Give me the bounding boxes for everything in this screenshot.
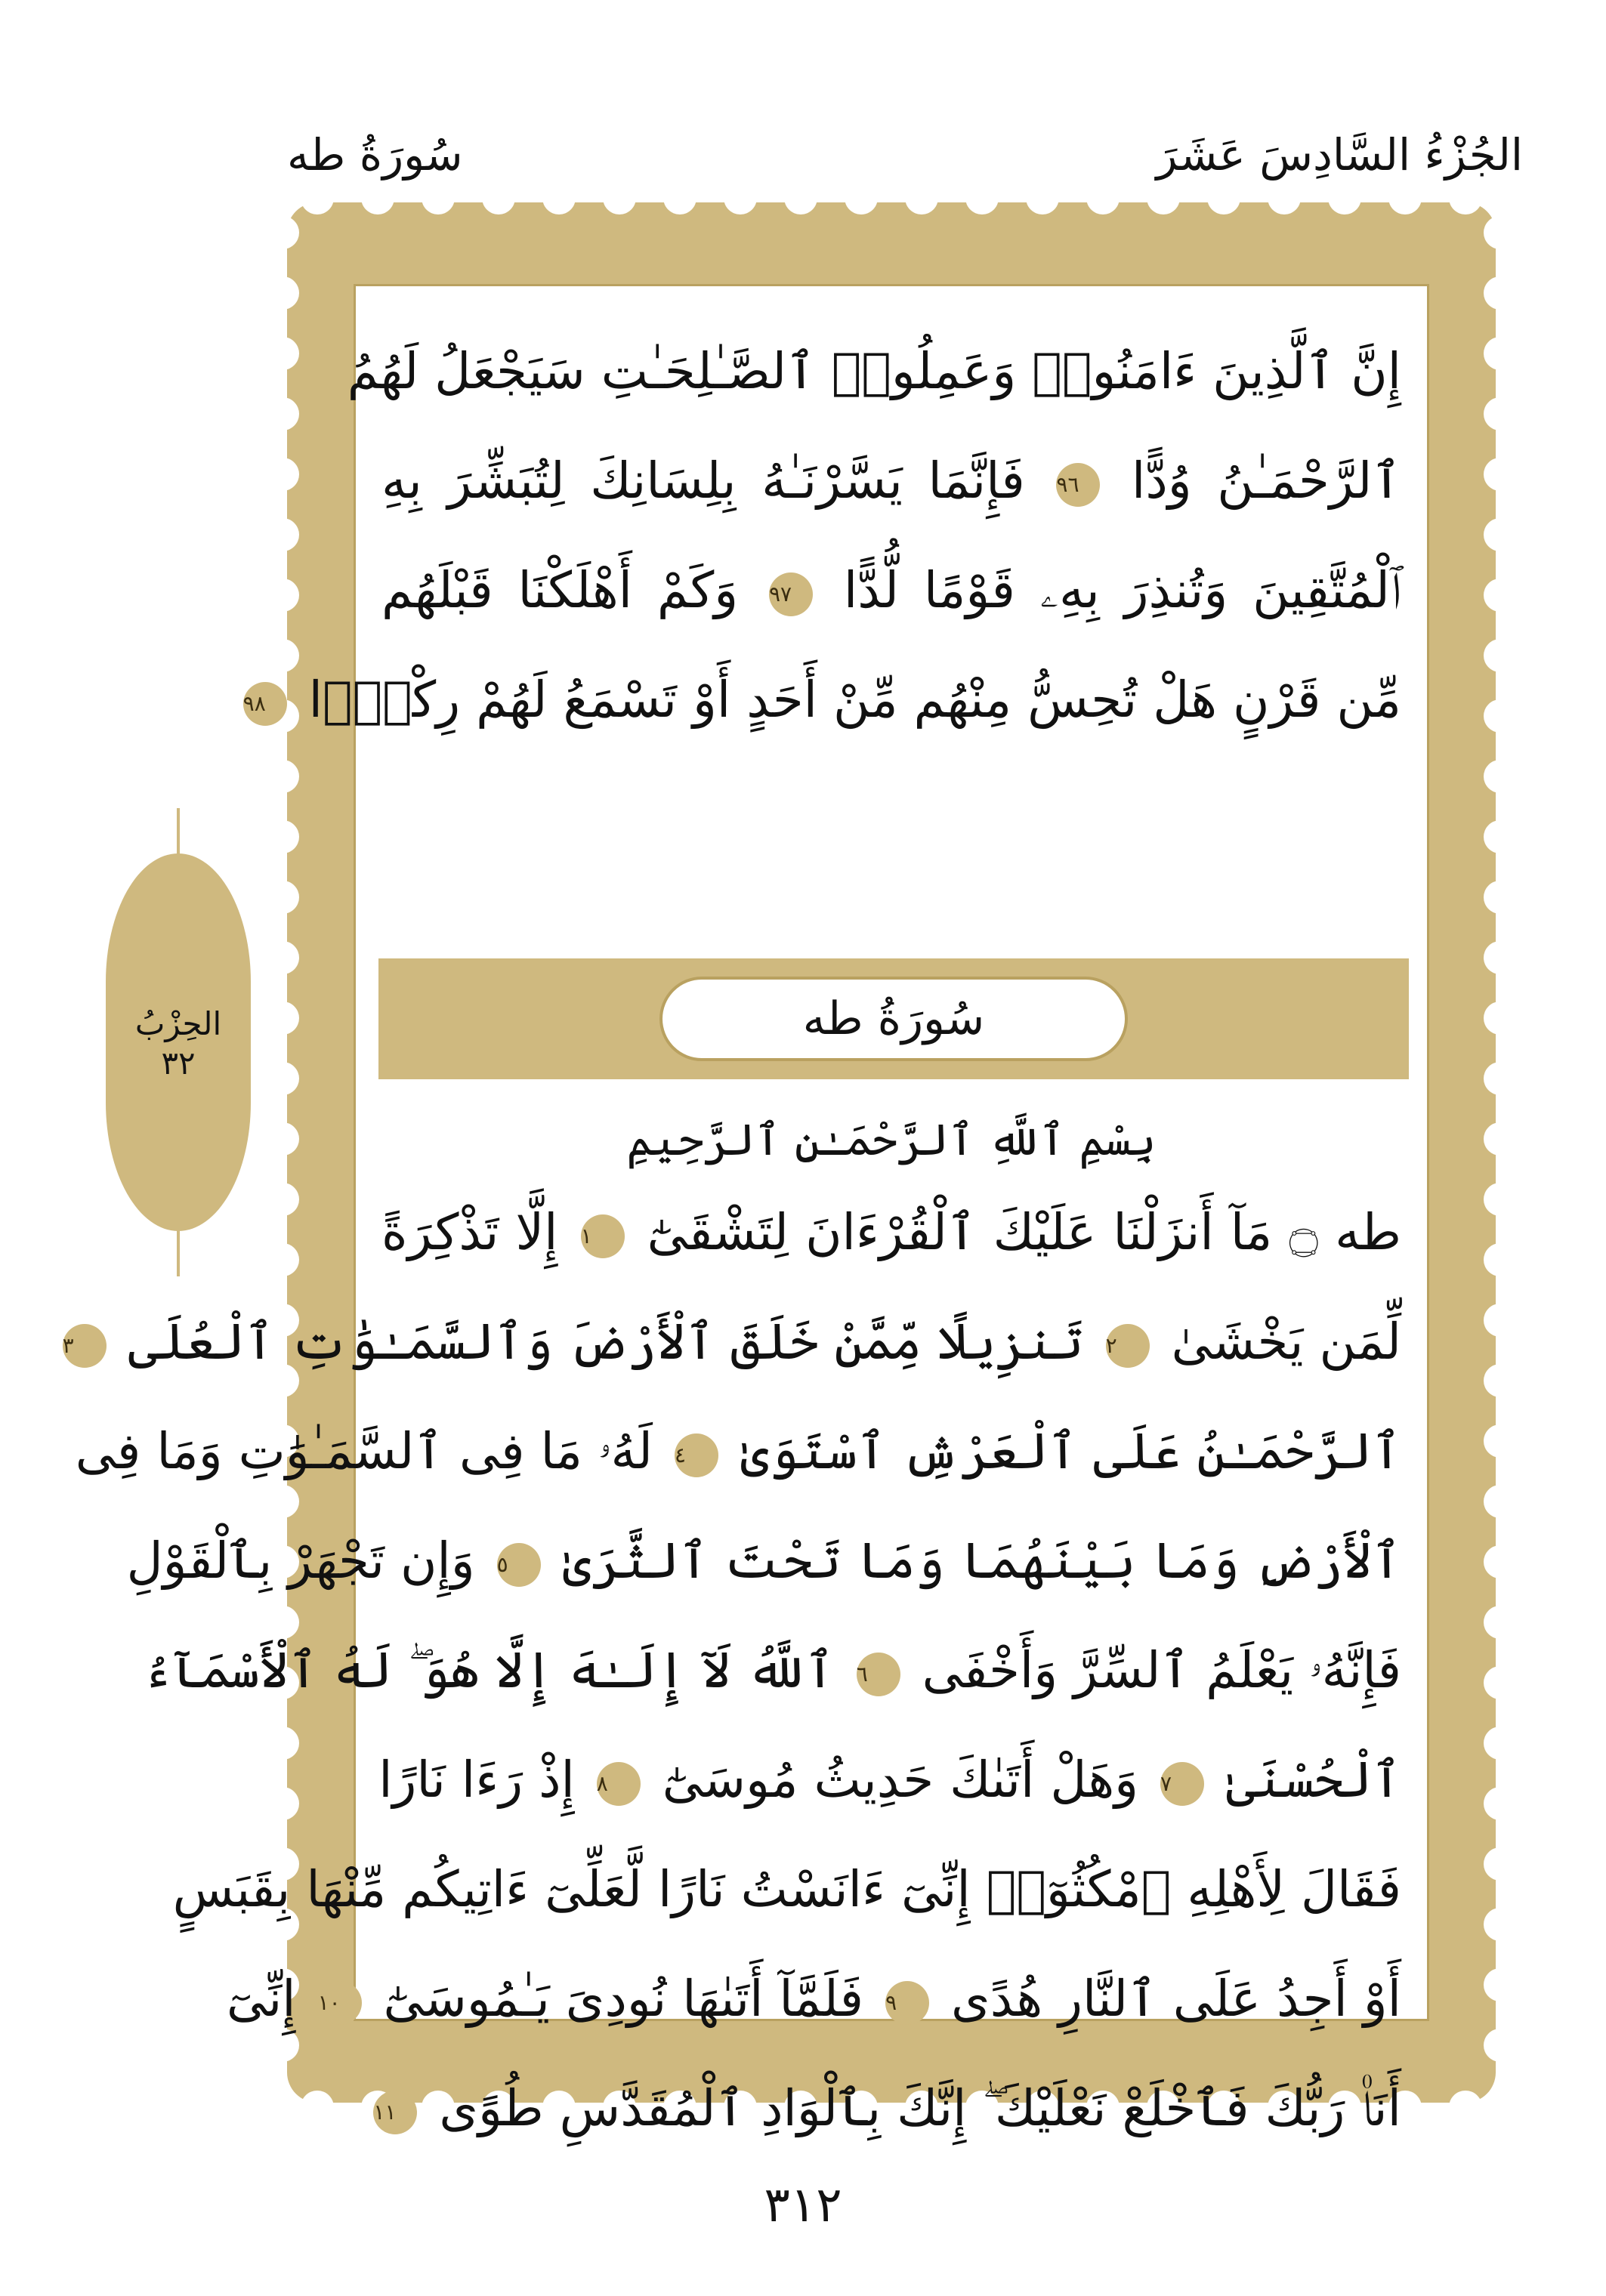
frame-scallop-notch [1484, 1485, 1517, 1518]
ayah-number-marker: ١ [581, 1214, 625, 1258]
mushaf-line [356, 2054, 1427, 2163]
frame-scallop-notch [1484, 1122, 1517, 1156]
frame-scallop-notch [266, 1062, 299, 1095]
mushaf-line [356, 426, 1427, 535]
frame-scallop-notch [266, 1183, 299, 1216]
frame-scallop-notch [1207, 181, 1240, 214]
mushaf-line [172, 1835, 1427, 1944]
frame-scallop-notch [1484, 1364, 1517, 1397]
frame-scallop-notch [266, 1122, 299, 1156]
surah-header: سُورَةُ طه [287, 129, 463, 181]
frame-scallop-notch [1484, 2029, 1517, 2062]
frame-scallop-notch [1484, 276, 1517, 310]
frame-scallop-notch [361, 181, 394, 214]
ayah-text: مِّن قَرْنٍ هَلْ تُحِسُّ مِنْهُم مِّنْ أَحَدٍ أَوْ تَسْمَعُ لَهُمْ رِكْزًۢا [292, 671, 1401, 729]
frame-scallop-notch [266, 397, 299, 430]
ayah-number-marker: ٩ [885, 1981, 929, 2025]
mushaf-line [62, 1287, 1427, 1396]
hizb-medallion [106, 853, 251, 1231]
frame-scallop-notch [1484, 518, 1517, 551]
frame-scallop-notch [266, 881, 299, 914]
frame-scallop-notch [1484, 760, 1517, 793]
frame-scallop-notch [1328, 181, 1361, 214]
ayah-text: ٱللَّهُ لَآ إِلَـٰهَ إِلَّا هُوَ ۖ لَهُ ٱلْأَسْمَآءُ [142, 1641, 835, 1699]
frame-scallop-notch [1268, 181, 1301, 214]
frame-scallop-notch [1484, 458, 1517, 491]
frame-scallop-notch [266, 1787, 299, 1820]
frame-scallop-notch [266, 518, 299, 551]
frame-scallop-notch [301, 181, 334, 214]
ayah-text: تَنزِيلًا مِّمَّنْ خَلَقَ ٱلْأَرْضَ وَٱلسَّمَـٰوَٰتِ ٱلْعُلَى [112, 1313, 1084, 1371]
frame-scallop-notch [1026, 181, 1059, 214]
ayah-number-marker: ٣ [63, 1324, 107, 1368]
frame-scallop-notch [1484, 881, 1517, 914]
frame-scallop-notch [1484, 1001, 1517, 1035]
ayah-text: فَإِنَّهُۥ يَعْلَمُ ٱلسِّرَّ وَأَخْفَى [906, 1641, 1401, 1699]
ayah-number-marker: ٩٦ [1056, 463, 1100, 507]
frame-scallop-notch [905, 181, 938, 214]
frame-scallop-notch [1388, 181, 1422, 214]
surah-title-band [378, 958, 1409, 1079]
frame-scallop-notch [1484, 1787, 1517, 1820]
ayah-text: طه ۝ مَآ أَنزَلْنَا عَلَيْكَ ٱلْقُرْءَانَ لِتَشْقَىٰٓ [630, 1203, 1401, 1261]
frame-scallop-notch [1484, 1424, 1517, 1458]
ayah-number-marker: ٤ [675, 1433, 718, 1477]
ayah-number-marker: ٧ [1160, 1762, 1204, 1806]
frame-scallop-notch [1484, 1545, 1517, 1578]
frame-scallop-notch [724, 181, 757, 214]
hizb-number: ٣٢ [161, 1045, 196, 1082]
ayah-text: وَكَمْ أَهْلَكْنَا قَبْلَهُم [381, 561, 739, 619]
frame-scallop-notch [1484, 1243, 1517, 1276]
mushaf-line [226, 1944, 1427, 2054]
ayah-text: ٱلْأَرْضِ وَمَا بَيْنَهُمَا وَمَا تَحْتَ ٱلثَّرَىٰ [546, 1532, 1401, 1590]
ayah-number-marker: ٢ [1106, 1324, 1150, 1368]
frame-scallop-notch [266, 941, 299, 974]
frame-scallop-notch [1086, 181, 1120, 214]
basmala: بِسْمِ ٱللَّهِ ٱلرَّحْمَـٰنِ ٱلرَّحِيمِ [626, 1114, 1157, 1165]
ayah-block-2 [62, 1177, 1427, 2163]
frame-scallop-notch [266, 458, 299, 491]
ayah-text: لِّمَن يَخْشَىٰ [1155, 1313, 1401, 1371]
mushaf-line [356, 535, 1427, 645]
frame-scallop-notch [1484, 820, 1517, 853]
frame-scallop-notch [1484, 337, 1517, 370]
frame-scallop-notch [1484, 1606, 1517, 1639]
frame-scallop-notch [1484, 1968, 1517, 2001]
ayah-text: إِذْ رَءَا نَارًا [378, 1751, 575, 1809]
mushaf-line [356, 1177, 1427, 1287]
frame-scallop-notch [1484, 699, 1517, 733]
ayah-text: إِلَّا تَذْكِرَةً [381, 1203, 558, 1261]
ayah-number-marker: ١٠ [318, 1981, 362, 2025]
frame-scallop-notch [266, 579, 299, 612]
ayah-text: ٱلرَّحْمَـٰنُ عَلَى ٱلْعَرْشِ ٱسْتَوَىٰ [724, 1422, 1401, 1480]
frame-scallop-notch [1484, 941, 1517, 974]
frame-scallop-notch [542, 181, 576, 214]
ayah-number-marker: ٩٨ [243, 682, 287, 726]
frame-scallop-notch [266, 820, 299, 853]
juz-header: الجُزْءُ السَّادِسَ عَشَرَ [1156, 129, 1523, 181]
frame-scallop-notch [482, 181, 515, 214]
ayah-text: فَلَمَّآ أَتَىٰهَا نُودِىَ يَـٰمُوسَىٰٓ [367, 1970, 864, 2028]
frame-scallop-notch [965, 181, 999, 214]
frame-scallop-notch [1449, 181, 1482, 214]
frame-scallop-notch [301, 2091, 334, 2124]
mushaf-line [356, 1725, 1427, 1835]
ayah-text: ٱلْحُسْنَىٰ [1209, 1751, 1401, 1809]
ayah-text: إِنِّىٓ [226, 1970, 296, 2028]
mushaf-line [347, 316, 1427, 426]
frame-scallop-notch [1484, 1908, 1517, 1941]
ayah-text: لَهُۥ مَا فِى ٱلسَّمَـٰوَٰتِ وَمَا فِى [75, 1422, 653, 1480]
frame-scallop-notch [1484, 639, 1517, 672]
mushaf-line [142, 1616, 1427, 1725]
frame-scallop-notch [1147, 181, 1180, 214]
surah-title: سُورَةُ طه [659, 977, 1128, 1061]
frame-scallop-notch [1484, 1183, 1517, 1216]
ayah-text: أَوْ أَجِدُ عَلَى ٱلنَّارِ هُدًى [935, 1970, 1401, 2028]
frame-scallop-notch [1484, 1304, 1517, 1337]
ayah-text: وَإِن تَجْهَرْ بِٱلْقَوْلِ [126, 1532, 475, 1590]
frame-scallop-notch [266, 1243, 299, 1276]
ayah-text: وَهَلْ أَتَىٰكَ حَدِيثُ مُوسَىٰٓ [646, 1751, 1138, 1809]
frame-scallop-notch [1484, 1666, 1517, 1699]
mushaf-line [242, 645, 1427, 755]
ayah-text: فَقَالَ لِأَهْلِهِ ٱمْكُثُوٓا۟ إِنِّىٓ ءَانَسْتُ نَارًا لَّعَلِّىٓ ءَاتِيكُم مِّنْهَا بِقَبَسٍ [172, 1860, 1401, 1918]
page-number: ٣١٢ [764, 2177, 842, 2233]
frame-scallop-notch [1449, 2091, 1482, 2124]
frame-scallop-notch [266, 760, 299, 793]
ayah-number-marker: ٥ [497, 1543, 541, 1587]
ayah-number-marker: ٦ [857, 1653, 900, 1696]
frame-scallop-notch [1484, 1062, 1517, 1095]
frame-scallop-notch [422, 181, 455, 214]
ayah-number-marker: ٩٧ [769, 572, 813, 616]
frame-scallop-notch [266, 1727, 299, 1760]
frame-scallop-notch [266, 216, 299, 249]
ayah-number-marker: ٨ [597, 1762, 641, 1806]
ayah-block-1 [242, 316, 1427, 755]
hizb-label: الحِزْبُ [134, 1005, 222, 1042]
frame-scallop-notch [1484, 1727, 1517, 1760]
frame-scallop-notch [784, 181, 817, 214]
ayah-text: فَإِنَّمَا يَسَّرْنَـٰهُ بِلِسَانِكَ لِتُبَشِّرَ بِهِ [381, 452, 1025, 510]
ayah-text: إِنَّ ٱلَّذِينَ ءَامَنُوا۟ وَعَمِلُوا۟ ٱلصَّـٰلِحَـٰتِ سَيَجْعَلُ لَهُمُ [347, 342, 1401, 400]
mushaf-line [126, 1506, 1427, 1616]
ayah-number-marker: ١١ [373, 2091, 417, 2134]
frame-scallop-notch [845, 181, 878, 214]
frame-scallop-notch [266, 1001, 299, 1035]
ayah-text: ٱلْمُتَّقِينَ وَتُنذِرَ بِهِۦ قَوْمًا لُّدًّا [819, 561, 1401, 619]
frame-scallop-notch [1484, 579, 1517, 612]
frame-scallop-notch [266, 337, 299, 370]
mushaf-line [75, 1396, 1427, 1506]
frame-scallop-notch [1484, 1847, 1517, 1881]
frame-scallop-notch [1484, 216, 1517, 249]
frame-scallop-notch [1484, 397, 1517, 430]
ayah-text: أَنَا۠ رَبُّكَ فَٱخْلَعْ نَعْلَيْكَ ۖ إِنَّكَ بِٱلْوَادِ ٱلْمُقَدَّسِ طُوًى [423, 2079, 1401, 2137]
frame-scallop-notch [603, 181, 636, 214]
frame-scallop-notch [663, 181, 696, 214]
frame-scallop-notch [266, 276, 299, 310]
ayah-text: ٱلرَّحْمَـٰنُ وُدًّا [1106, 452, 1401, 510]
